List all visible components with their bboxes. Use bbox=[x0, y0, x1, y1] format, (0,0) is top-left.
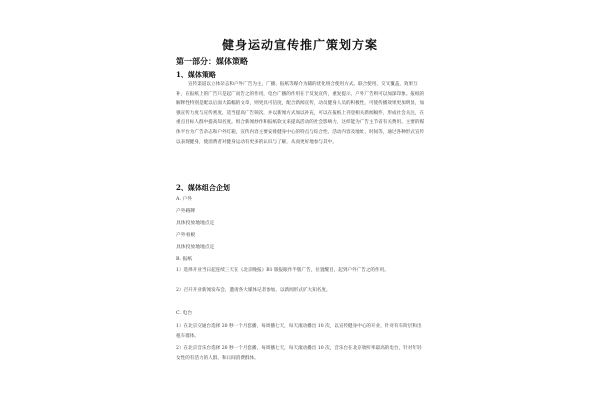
list-item: 1）选择开业当日起连续三天在《北京晚报》B1 版报眼作半版广告，位置醒目，起到户外广告之的作用。 bbox=[176, 268, 389, 273]
list-item: C. 电台 bbox=[176, 311, 193, 316]
list-item: 1）在北京交通台选择 20 秒一个月套播，每周播七天，每天滚动播出 10 次，以宣传健身中心的开业，针对有车阶层和出租车群体。 bbox=[176, 324, 422, 339]
list-item: 具体投放地地点定 bbox=[176, 245, 215, 250]
list-item: 2）在北京音乐台选择 20 秒一个月套播，每周播七天，每天滚动播出 10 次，音乐台在北京收听率最高的电台，针对年轻女性的有活力的人群，和日间消费群体。 bbox=[176, 346, 422, 361]
media-strategy-paragraph: 宣传渠道以立体杂志和户外广告为主，广播、报纸等媒介为辅的优化组合使用方式。联合使用，交叉覆盖，效果互补，在报纸上的广告只是起广而告之的作用，电台广播的作用在于反复宣传，重复提示，户外广告则可以加深印象。报纸的解释性特别是配以后面大篇幅的文章，则更具可信度，配合新闻宣传，动员健身人员的积极性，可使传播效果更加明显，加强宣传力度与宣传密度，适当提高广告频次，并以新闻方式加以补充，可以在报纸上刊登相关新闻稿件，形成社会关注，在重点目标人群中提高知名度。组合新闻炒作和报纸软文来提高活动的社会影响力，这样能为广告主节省有关费用。主要的媒体平台为广告杂志和户外灯箱，宣传内容主要安排健身中心的特点与综合性、活动内容及地址、时间等，通过各种形式宣传以表现健身，使消费者对健身运动有更多的认识与了解，从而更好地参与其中。 bbox=[176, 82, 425, 145]
list-item: 户外看板 bbox=[176, 233, 196, 238]
section-heading-media-mix: 2、媒体组合企划 bbox=[176, 183, 230, 192]
document-page bbox=[170, 0, 430, 400]
section-heading-media-strategy: 1、媒体策略 bbox=[176, 70, 216, 79]
list-item: 户外路牌 bbox=[176, 209, 196, 214]
list-item: 具体投放地地点定 bbox=[176, 221, 215, 226]
list-item: 2）召开开业新闻发布会，邀请各大媒体记者参加，以新闻形式扩大知名度。 bbox=[176, 288, 331, 293]
document-title: 健身运动宣传推广策划方案 bbox=[221, 38, 378, 52]
part-heading: 第一部分：媒体策略 bbox=[176, 56, 248, 66]
list-item: A. 户外 bbox=[176, 197, 193, 202]
list-item: B. 报纸 bbox=[176, 257, 193, 262]
